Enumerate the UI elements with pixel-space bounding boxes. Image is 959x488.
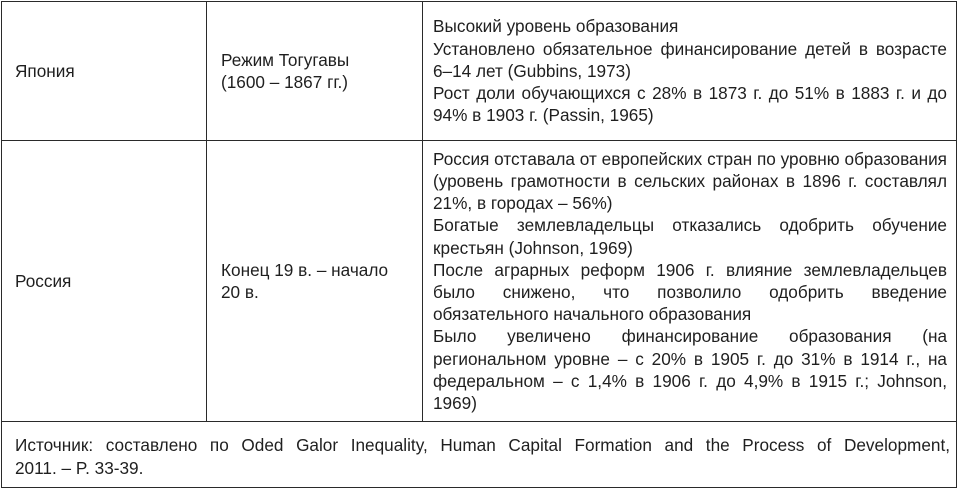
fact-item: Богатые землевладельцы отказались одобрить обучение крестьян (Johnson, 1969) — [433, 215, 947, 258]
country-cell — [2, 2, 207, 141]
table-row-japan — [2, 2, 957, 141]
country-name: Япония — [15, 60, 75, 81]
facts-cell — [423, 2, 957, 141]
table-row-russia — [2, 141, 957, 422]
fact-item: После аграрных реформ 1906 г. влияние землевладельцев было снижено, что позволило одобрить введение обязательного начального образования — [433, 259, 947, 325]
source-line: 2011. – P. 33-39. — [15, 458, 144, 478]
country-name: Россия — [15, 270, 72, 291]
source-line: Источник: составлено по Oded Galor Inequality, Human Capital Formation and the Process of Development, — [15, 435, 950, 455]
period-cell — [207, 2, 423, 141]
period-line: Конец 19 в. – начало — [221, 259, 389, 280]
fact-item: Высокий уровень образования — [433, 16, 679, 37]
period-line: Режим Тогугавы — [221, 49, 350, 70]
history-education-table — [1, 1, 957, 488]
country-cell — [2, 141, 207, 422]
source-note — [2, 422, 957, 488]
facts-cell — [423, 141, 957, 422]
fact-item: Было увеличено финансирование образования (на региональном уровне – с 20% в 1905 г. до 31% в 1914 г., на федеральном – с 1,4% в 1906 г. до 4,9% в 1915 г.; Johnson, 1969) — [433, 326, 947, 414]
fact-item: Россия отставала от европейских стран по уровню образования (уровень грамотности в сельских районах в 1896 г. составлял 21%, в городах – 56%) — [433, 148, 947, 214]
fact-item: Установлено обязательное финансирование детей в возрасте 6–14 лет (Gubbins, 1973) — [433, 38, 947, 81]
fact-item: Рост доли обучающихся с 28% в 1873 г. до 51% в 1883 г. и до 94% в 1903 г. (Passin, 1965) — [433, 83, 947, 126]
period-cell — [207, 141, 423, 422]
period-line: 20 в. — [221, 282, 259, 302]
table-row-source — [2, 422, 957, 488]
period-line: (1600 – 1867 гг.) — [221, 72, 349, 92]
